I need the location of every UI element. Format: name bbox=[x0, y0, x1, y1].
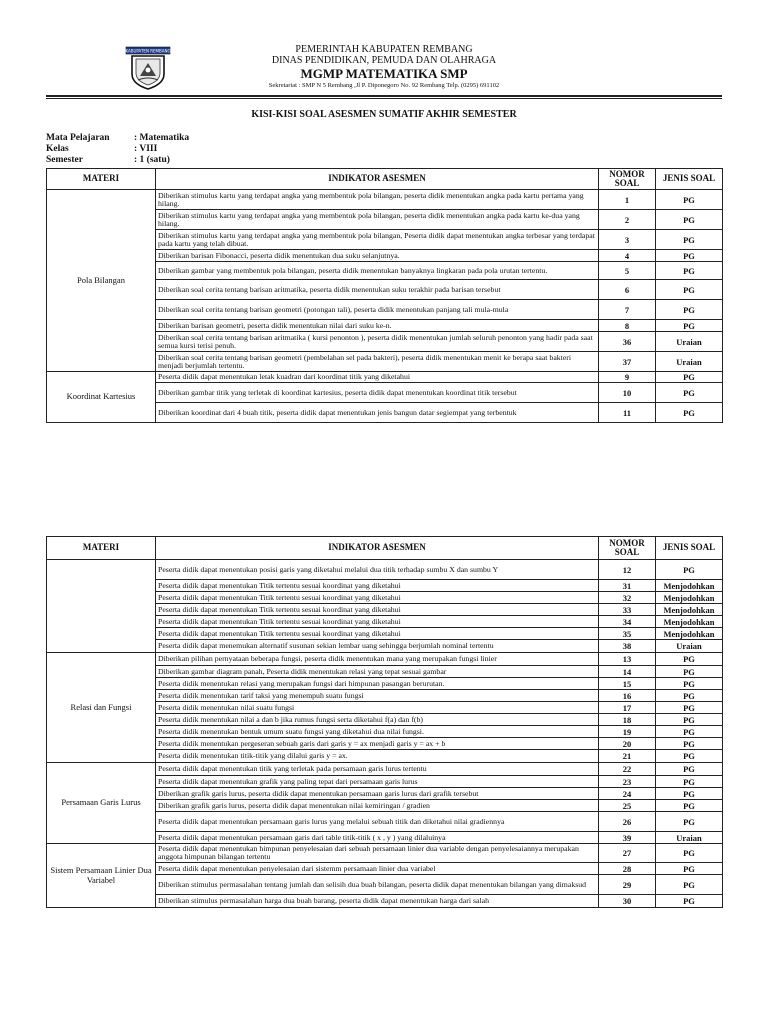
jenis-soal-cell: PG bbox=[656, 800, 723, 812]
indikator-cell: Peserta didik menentukan nilai a dan b jika rumus fungsi serta diketahui f(a) dan f(b) bbox=[156, 714, 599, 726]
indikator-cell: Diberikan stimulus kartu yang terdapat angka yang membentuk pola bilangan, peserta didik menentukan angka pada kartu ke-dua yang hilang. bbox=[156, 210, 599, 230]
nomor-soal-cell: 6 bbox=[599, 280, 656, 300]
jenis-soal-cell: PG bbox=[656, 690, 723, 702]
table-row bbox=[47, 372, 723, 383]
nomor-soal-cell: 37 bbox=[599, 352, 656, 372]
nomor-soal-cell: 22 bbox=[599, 763, 656, 776]
jenis-soal-cell: Uraian bbox=[656, 640, 723, 653]
letterhead-rule-thick bbox=[46, 95, 722, 97]
nomor-soal-cell: 11 bbox=[599, 403, 656, 423]
column-header-indikator: INDIKATOR ASESMEN bbox=[156, 169, 599, 190]
jenis-soal-cell: PG bbox=[656, 190, 723, 210]
nomor-soal-cell: 16 bbox=[599, 690, 656, 702]
nomor-soal-cell: 30 bbox=[599, 895, 656, 908]
meta-label: Kelas bbox=[46, 144, 69, 154]
nomor-soal-cell: 34 bbox=[599, 616, 656, 628]
nomor-soal-cell: 24 bbox=[599, 788, 656, 800]
indikator-cell: Peserta didik dapat menentukan persamaan garis lurus yang melalui sebuah titik dan diketahui nilai gradiennya bbox=[156, 812, 599, 832]
nomor-soal-cell: 8 bbox=[599, 320, 656, 332]
indikator-cell: Diberikan soal cerita tentang barisan aritmatika, peserta didik menentukan suku terakhir pada barisan tersebut bbox=[156, 280, 599, 300]
jenis-soal-cell: PG bbox=[656, 776, 723, 788]
table-header-row bbox=[47, 169, 723, 190]
nomor-soal-cell: 26 bbox=[599, 812, 656, 832]
indikator-cell: Peserta didik menentukan relasi yang merupakan fungsi dari himpunan pasangan berurutan. bbox=[156, 678, 599, 690]
jenis-soal-cell: Uraian bbox=[656, 832, 723, 844]
indikator-cell: Diberikan grafik garis lurus, peserta didik dapat menentukan persamaan garis lurus dari grafik tersebut bbox=[156, 788, 599, 800]
nomor-soal-cell: 2 bbox=[599, 210, 656, 230]
nomor-soal-cell: 25 bbox=[599, 800, 656, 812]
jenis-soal-cell: PG bbox=[656, 844, 723, 863]
jenis-soal-cell: Uraian bbox=[656, 332, 723, 352]
jenis-soal-cell: PG bbox=[656, 262, 723, 280]
nomor-soal-cell: 21 bbox=[599, 750, 656, 763]
indikator-cell: Peserta didik menentukan titik-titik yang dilalui garis y = ax. bbox=[156, 750, 599, 763]
nomor-soal-cell: 35 bbox=[599, 628, 656, 640]
indikator-cell: Diberikan grafik garis lurus, peserta didik dapat menentukan nilai kemiringan / gradien bbox=[156, 800, 599, 812]
table-row bbox=[47, 653, 723, 666]
nomor-soal-cell: 14 bbox=[599, 666, 656, 678]
jenis-soal-cell: PG bbox=[656, 210, 723, 230]
jenis-soal-cell: PG bbox=[656, 372, 723, 383]
jenis-soal-cell: PG bbox=[656, 653, 723, 666]
document-title: KISI-KISI SOAL ASESMEN SUMATIF AKHIR SEMESTER bbox=[251, 109, 517, 120]
meta-value: : Matematika bbox=[134, 133, 190, 143]
crest-banner-text: KABUPATEN REMBANG bbox=[125, 48, 171, 54]
nomor-soal-cell: 19 bbox=[599, 726, 656, 738]
table-header-row bbox=[47, 537, 723, 560]
column-header-jenis-soal: JENIS SOAL bbox=[656, 169, 723, 190]
nomor-soal-cell: 12 bbox=[599, 560, 656, 580]
jenis-soal-cell: Menjodohkan bbox=[656, 592, 723, 604]
materi-cell: Relasi dan Fungsi bbox=[47, 653, 156, 763]
nomor-soal-cell: 4 bbox=[599, 250, 656, 262]
jenis-soal-cell: PG bbox=[656, 895, 723, 908]
letterhead-rule-thin bbox=[46, 98, 722, 99]
jenis-soal-cell: PG bbox=[656, 812, 723, 832]
nomor-soal-cell: 31 bbox=[599, 580, 656, 592]
nomor-soal-cell: 23 bbox=[599, 776, 656, 788]
table-row bbox=[47, 560, 723, 580]
jenis-soal-cell: PG bbox=[656, 280, 723, 300]
table-row bbox=[47, 190, 723, 210]
jenis-soal-cell: Menjodohkan bbox=[656, 604, 723, 616]
indikator-cell: Diberikan gambar titik yang terletak di koordinat kartesius, peserta didik dapat menentukan koordinat titik tersebut bbox=[156, 383, 599, 403]
indikator-cell: Peserta didik dapat menentukan persamaan garis dari table titik-titik ( x , y ) yang dilaluinya bbox=[156, 832, 599, 844]
jenis-soal-cell: PG bbox=[656, 714, 723, 726]
jenis-soal-cell: PG bbox=[656, 230, 723, 250]
column-header-materi: MATERI bbox=[47, 537, 156, 560]
indikator-cell: Peserta didik dapat menentukan Titik tertentu sesuai koordinat yang diketahui bbox=[156, 592, 599, 604]
jenis-soal-cell: PG bbox=[656, 875, 723, 895]
column-header-indikator: INDIKATOR ASESMEN bbox=[156, 537, 599, 560]
column-header-nomor-soal: NOMOR SOAL bbox=[599, 537, 656, 560]
nomor-soal-cell: 10 bbox=[599, 383, 656, 403]
column-header-materi: MATERI bbox=[47, 169, 156, 190]
indikator-cell: Peserta didik dapat menentukan Titik tertentu sesuai koordinat yang diketahui bbox=[156, 616, 599, 628]
column-header-nomor-soal: NOMOR SOAL bbox=[599, 169, 656, 190]
jenis-soal-cell: PG bbox=[656, 726, 723, 738]
jenis-soal-cell: Menjodohkan bbox=[656, 580, 723, 592]
indikator-cell: Peserta didik menentukan pergeseran sebuah garis dari garis y = ax menjadi garis y = ax + b bbox=[156, 738, 599, 750]
indikator-cell: Diberikan koordinat dari 4 buah titik, peserta didik dapat menentukan jenis bangun datar segiempat yang terbentuk bbox=[156, 403, 599, 423]
materi-cell: Pola Bilangan bbox=[47, 190, 156, 372]
indikator-cell: Peserta didik dapat menentukan Titik tertentu sesuai koordinat yang diketahui bbox=[156, 628, 599, 640]
jenis-soal-cell: PG bbox=[656, 300, 723, 320]
materi-cell: Persamaan Garis Lurus bbox=[47, 763, 156, 844]
nomor-soal-cell: 15 bbox=[599, 678, 656, 690]
indikator-cell: Peserta didik dapat menentukan Titik tertentu sesuai koordinat yang diketahui bbox=[156, 580, 599, 592]
jenis-soal-cell: PG bbox=[656, 750, 723, 763]
materi-cell: Koordinat Kartesius bbox=[47, 372, 156, 423]
assessment-grid-table-2 bbox=[46, 536, 723, 908]
indikator-cell: Peserta didik dapat menentukan himpunan penyelesaian dari sebuah persamaan linier dua variable dengan penyelesaiannya merupakan anggota himpunan bilangan tertentu bbox=[156, 844, 599, 863]
indikator-cell: Peserta didik menentukan nilai suatu fungsi bbox=[156, 702, 599, 714]
nomor-soal-cell: 3 bbox=[599, 230, 656, 250]
meta-label: Semester bbox=[46, 155, 83, 165]
nomor-soal-cell: 32 bbox=[599, 592, 656, 604]
meta-value: : VIII bbox=[134, 144, 158, 154]
materi-cell bbox=[47, 560, 156, 653]
indikator-cell: Diberikan stimulus permasalahan harga dua buah barang, peserta didik dapat menentukan harga dari salah bbox=[156, 895, 599, 908]
nomor-soal-cell: 5 bbox=[599, 262, 656, 280]
nomor-soal-cell: 38 bbox=[599, 640, 656, 653]
indikator-cell: Peserta didik dapat menentukan letak kuadran dari koordinat titik yang diketahui bbox=[156, 372, 599, 383]
assessment-grid-table-1 bbox=[46, 168, 723, 423]
indikator-cell: Diberikan stimulus permasalahan tentang jumlah dan selisih dua buah bilangan, peserta didik dapat menentukan bilangan yang dimaksud bbox=[156, 875, 599, 895]
indikator-cell: Diberikan gambar diagram panah, Peserta didik menentukan relasi yang tepat sesuai gambar bbox=[156, 666, 599, 678]
nomor-soal-cell: 13 bbox=[599, 653, 656, 666]
nomor-soal-cell: 28 bbox=[599, 863, 656, 875]
indikator-cell: Diberikan stimulus kartu yang terdapat angka yang membentuk pola bilangan, Peserta didik dapat menentukan angka terbesar yang terdapat pada kartu yang telah dibuat. bbox=[156, 230, 599, 250]
nomor-soal-cell: 1 bbox=[599, 190, 656, 210]
jenis-soal-cell: Menjodohkan bbox=[656, 628, 723, 640]
meta-value: : 1 (satu) bbox=[134, 155, 170, 165]
meta-label: Mata Pelajaran bbox=[46, 133, 110, 143]
indikator-cell: Diberikan gambar yang membentuk pola bilangan, peserta didik menentukan banyaknya lingkaran pada pola urutan tertentu. bbox=[156, 262, 599, 280]
indikator-cell: Peserta didik dapat menemukan alternatif susunan sekian lembar uang sehingga berjumlah nominal tertentu bbox=[156, 640, 599, 653]
nomor-soal-cell: 17 bbox=[599, 702, 656, 714]
jenis-soal-cell: PG bbox=[656, 666, 723, 678]
indikator-cell: Diberikan stimulus kartu yang terdapat angka yang membentuk pola bilangan, peserta didik menentukan angka pada kartu pertama yang hilang. bbox=[156, 190, 599, 210]
nomor-soal-cell: 36 bbox=[599, 332, 656, 352]
nomor-soal-cell: 27 bbox=[599, 844, 656, 863]
jenis-soal-cell: PG bbox=[656, 560, 723, 580]
indikator-cell: Peserta didik dapat menentukan posisi garis yang diketahui melalui dua titik terhadap sumbu X dan sumbu Y bbox=[156, 560, 599, 580]
jenis-soal-cell: PG bbox=[656, 383, 723, 403]
indikator-cell: Peserta didik menentukan bentuk umum suatu fungsi yang diketahui dua nilai fungsi. bbox=[156, 726, 599, 738]
jenis-soal-cell: PG bbox=[656, 320, 723, 332]
nomor-soal-cell: 29 bbox=[599, 875, 656, 895]
indikator-cell: Diberikan soal cerita tentang barisan geometri (pembelahan sel pada bakteri), peserta didik menentukan menit ke berapa saat bakteri menjadi berjumlah tertentu. bbox=[156, 352, 599, 372]
nomor-soal-cell: 18 bbox=[599, 714, 656, 726]
jenis-soal-cell: PG bbox=[656, 863, 723, 875]
nomor-soal-cell: 7 bbox=[599, 300, 656, 320]
table-row bbox=[47, 844, 723, 863]
letterhead-organization: MGMP MATEMATIKA SMP bbox=[300, 66, 468, 81]
nomor-soal-cell: 33 bbox=[599, 604, 656, 616]
indikator-cell: Diberikan soal cerita tentang barisan geometri (potongan tali), peserta didik menentukan panjang tali mula-mula bbox=[156, 300, 599, 320]
jenis-soal-cell: PG bbox=[656, 403, 723, 423]
column-header-jenis-soal: JENIS SOAL bbox=[656, 537, 723, 560]
indikator-cell: Diberikan soal cerita tentang barisan aritmatika ( kursi penonton ), peserta didik menentukan jumlah seluruh penonton yang hadir pada saat semua kursi terisi penuh. bbox=[156, 332, 599, 352]
indikator-cell: Peserta didik menentukan tarif taksi yang menempuh suatu fungsi bbox=[156, 690, 599, 702]
materi-cell: Sistem Persamaan Linier Dua Variabel bbox=[47, 844, 156, 908]
letterhead-government: PEMERINTAH KABUPATEN REMBANG bbox=[295, 44, 473, 55]
indikator-cell: Diberikan barisan Fibonacci, peserta didik menentukan dua suku selanjutnya. bbox=[156, 250, 599, 262]
indikator-cell: Peserta didik dapat menentukan titik yang terletak pada persamaan garis lurus tertentu bbox=[156, 763, 599, 776]
table-row bbox=[47, 763, 723, 776]
jenis-soal-cell: PG bbox=[656, 738, 723, 750]
jenis-soal-cell: Menjodohkan bbox=[656, 616, 723, 628]
indikator-cell: Diberikan pilihan pernyataan beberapa fungsi, peserta didik menentukan mana yang merupakan fungsi linier bbox=[156, 653, 599, 666]
rembang-crest-icon bbox=[122, 46, 174, 90]
indikator-cell: Peserta didik dapat menentukan grafik yang paling tepat dari persamaan garis lurus bbox=[156, 776, 599, 788]
jenis-soal-cell: PG bbox=[656, 678, 723, 690]
jenis-soal-cell: PG bbox=[656, 250, 723, 262]
jenis-soal-cell: Uraian bbox=[656, 352, 723, 372]
jenis-soal-cell: PG bbox=[656, 788, 723, 800]
nomor-soal-cell: 9 bbox=[599, 372, 656, 383]
nomor-soal-cell: 39 bbox=[599, 832, 656, 844]
jenis-soal-cell: PG bbox=[656, 702, 723, 714]
indikator-cell: Diberikan barisan geometri, peserta didik menentukan nilai dari suku ke-n. bbox=[156, 320, 599, 332]
jenis-soal-cell: PG bbox=[656, 763, 723, 776]
indikator-cell: Peserta didik dapat menentukan Titik tertentu sesuai koordinat yang diketahui bbox=[156, 604, 599, 616]
letterhead-agency: DINAS PENDIDIKAN, PEMUDA DAN OLAHRAGA bbox=[271, 55, 497, 66]
nomor-soal-cell: 20 bbox=[599, 738, 656, 750]
indikator-cell: Peserta didik dapat menentukan penyelesaian dari sistemm persamaan linier dua variabel bbox=[156, 863, 599, 875]
letterhead-secretariat: Sekretariat : SMP N 5 Rembang ,Jl P. Diponegoro No. 92 Rembang Telp. (0295) 691102 bbox=[268, 82, 500, 89]
